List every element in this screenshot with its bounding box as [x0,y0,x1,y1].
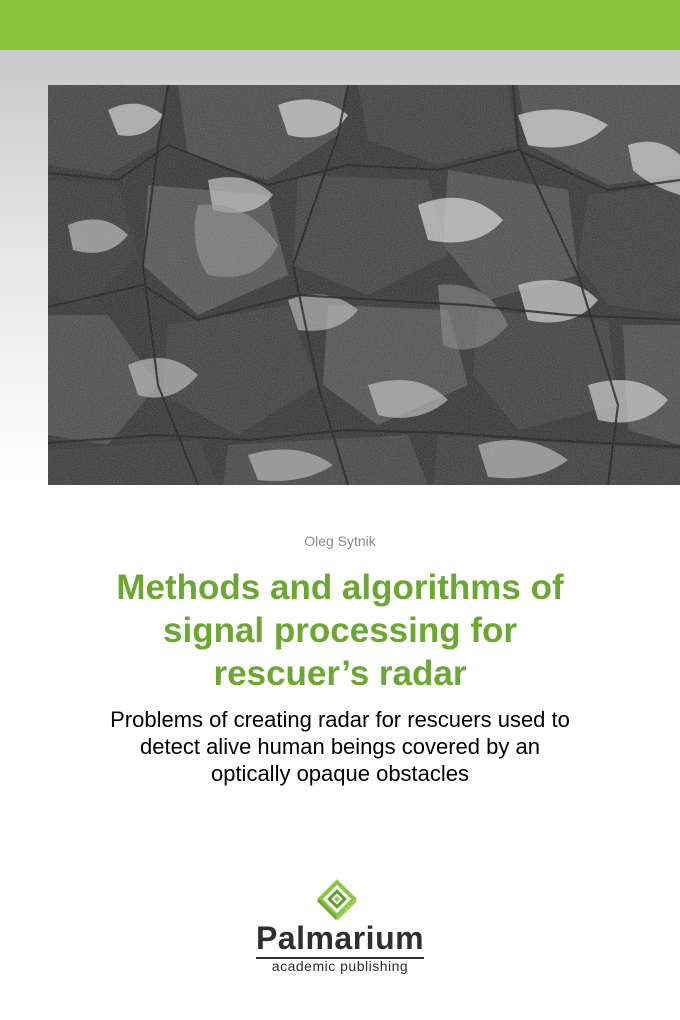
book-subtitle [40,706,640,787]
stacked-diamond-logo-icon [310,874,364,924]
subtitle-line: Problems of creating radar for rescuers used to [110,707,570,732]
rock-texture-image [48,85,680,485]
cover-photo-rock-texture [48,85,680,485]
publisher-name: Palmarium [255,920,425,956]
subtitle-line: detect alive human beings covered by an [140,734,540,759]
publisher-block [240,874,440,974]
book-title [40,566,640,695]
title-line: rescuer’s radar [213,654,467,693]
publisher-tagline: academic publishing [271,958,409,974]
author-name: Oleg Sytnik [304,533,376,549]
subtitle-line: optically opaque obstacles [210,761,470,786]
title-line: Methods and algorithms of [116,568,564,607]
title-line: signal processing for [163,611,517,650]
top-color-band [0,0,680,50]
